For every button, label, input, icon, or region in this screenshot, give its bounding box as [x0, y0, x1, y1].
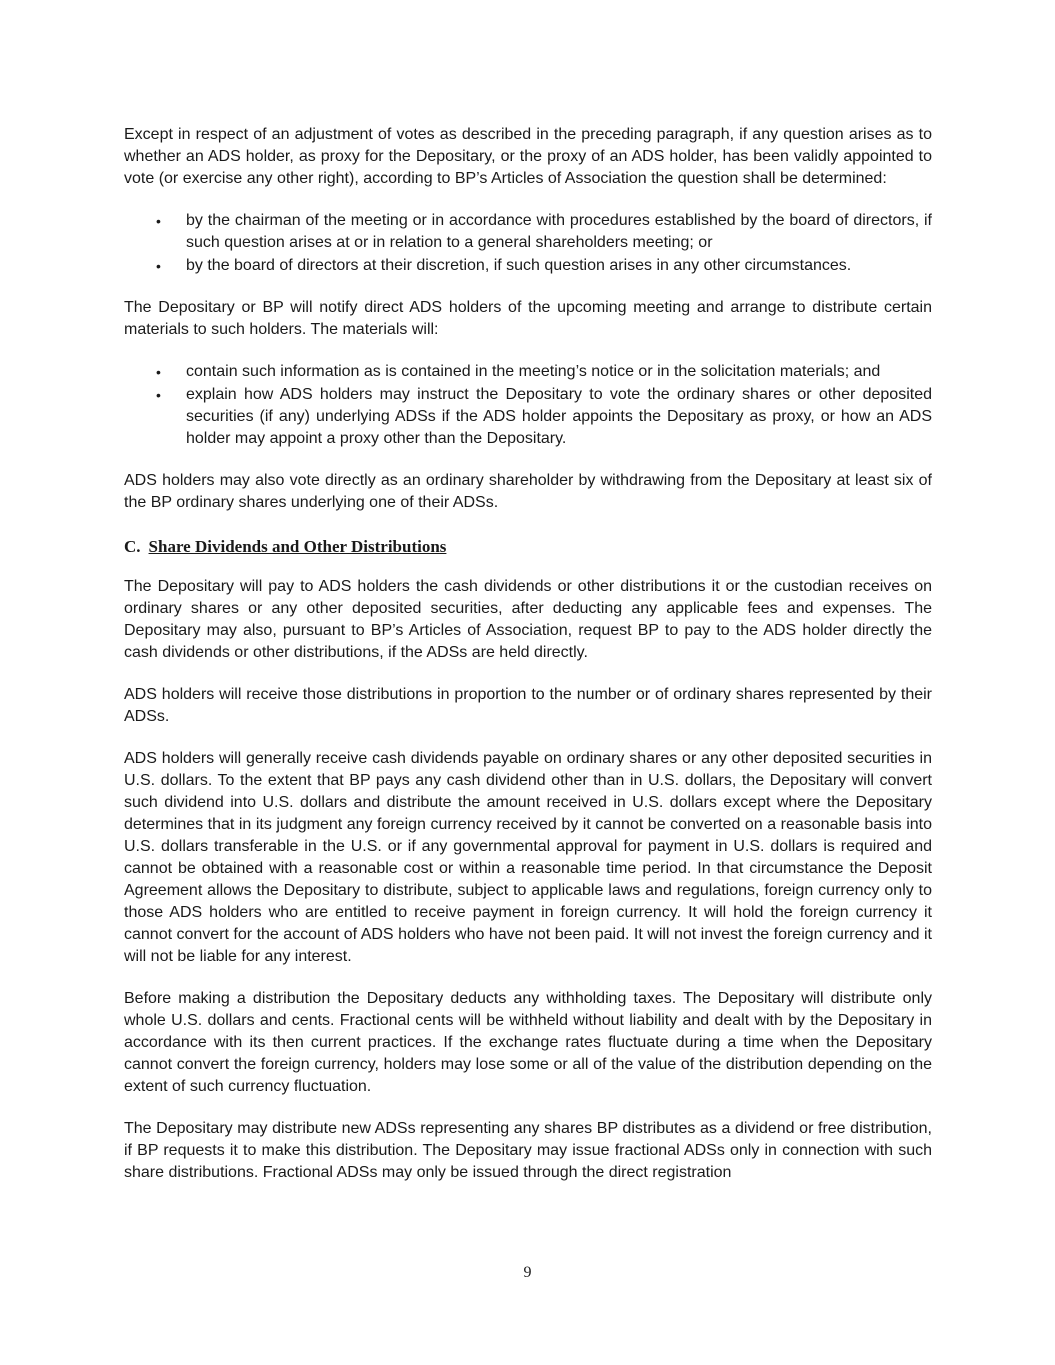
paragraph-meeting-notice: The Depositary or BP will notify direct ADS holders of the upcoming meeting and arrange to distribute certain materials to such holders. The materials will:: [124, 299, 932, 338]
list-item: [124, 210, 932, 254]
paragraph-withholding-taxes: Before making a distribution the Depositary deducts any withholding taxes. The Depositary will distribute only whole U.S. dollars and cents. Fractional cents will be withheld without liability and dealt with by the Depositary in accordance with its then current practices. If the exchange rates fluctuate during a time when the Depositary cannot convert the foreign currency, holders may lose some or all of the value of the distribution depending on the extent of such currency fluctuation.: [124, 990, 932, 1095]
list-item: [124, 361, 932, 383]
bullet-icon: •: [156, 258, 161, 274]
list-item-text: contain such information as is contained in the meeting’s notice or in the solicitation materials; and: [186, 363, 881, 380]
paragraph-proportional-distribution: ADS holders will receive those distributions in proportion to the number or of ordinary shares represented by their ADSs.: [124, 686, 932, 725]
paragraph-question-determination: Except in respect of an adjustment of votes as described in the preceding paragraph, if any question arises as to whether an ADS holder, as proxy for the Depositary, or the proxy of an ADS holder, has been validly appointed to vote (or exercise any other right), according to BP’s Articles of Association the question shall be determined:: [124, 126, 932, 187]
list-item-text: by the chairman of the meeting or in accordance with procedures established by the board of directors, if such question arises at or in relation to a general shareholders meeting; or: [186, 212, 932, 251]
paragraph-dividend-payment: The Depositary will pay to ADS holders the cash dividends or other distributions it or the custodian receives on ordinary shares or any other deposited securities, after deducting any applicable fees and expenses. The Depositary may also, pursuant to BP’s Articles of Association, request BP to pay to the ADS holder directly the cash dividends or other distributions, if the ADSs are held directly.: [124, 578, 932, 661]
document-page: [124, 124, 932, 1184]
section-heading: [124, 536, 932, 558]
paragraph-direct-voting: ADS holders may also vote directly as an ordinary shareholder by withdrawing from the Depositary at least six of the BP ordinary shares underlying one of their ADSs.: [124, 472, 932, 511]
materials-bullet-list: [124, 361, 932, 450]
bullet-icon: •: [156, 213, 161, 229]
list-item: [124, 384, 932, 450]
paragraph-share-distributions: The Depositary may distribute new ADSs representing any shares BP distributes as a dividend or free distribution, if BP requests it to make this distribution. The Depositary may issue fractional ADSs only in connection with such share distributions. Fractional ADSs may only be issued through the direct registration: [124, 1120, 932, 1181]
bullet-icon: •: [156, 364, 161, 380]
section-letter: C.: [124, 537, 141, 556]
paragraph-currency-conversion: ADS holders will generally receive cash dividends payable on ordinary shares or any other deposited securities in U.S. dollars. To the extent that BP pays any cash dividend other than in U.S. dollars, the Depositary will convert such dividend into U.S. dollars and distribute the amount received in U.S. dollars except where the Depositary determines that in its judgment any foreign currency received by it cannot be converted on a reasonable basis into U.S. dollars transferable in the U.S. or if any governmental approval for payment in U.S. dollars is required and cannot be obtained with a reasonable cost or within a reasonable time period. In that circumstance the Deposit Agreement allows the Depositary to distribute, subject to applicable laws and regulations, foreign currency only to those ADS holders who are entitled to receive payment in foreign currency. It will hold the foreign currency it cannot convert for the account of ADS holders who have not been paid. It will not invest the foreign currency and it will not be liable for any interest.: [124, 750, 932, 965]
list-item: [124, 255, 932, 277]
list-item-text: by the board of directors at their discretion, if such question arises in any other circumstances.: [186, 257, 852, 274]
bullet-icon: •: [156, 387, 161, 403]
list-item-text: explain how ADS holders may instruct the Depositary to vote the ordinary shares or other deposited securities (if any) underlying ADSs if the ADS holder appoints the Depositary as proxy, or how an ADS holder may appoint a proxy other than the Depositary.: [186, 386, 932, 447]
page-number: 9: [523, 1264, 532, 1281]
section-title: Share Dividends and Other Distributions: [148, 537, 447, 556]
determination-bullet-list: [124, 210, 932, 277]
